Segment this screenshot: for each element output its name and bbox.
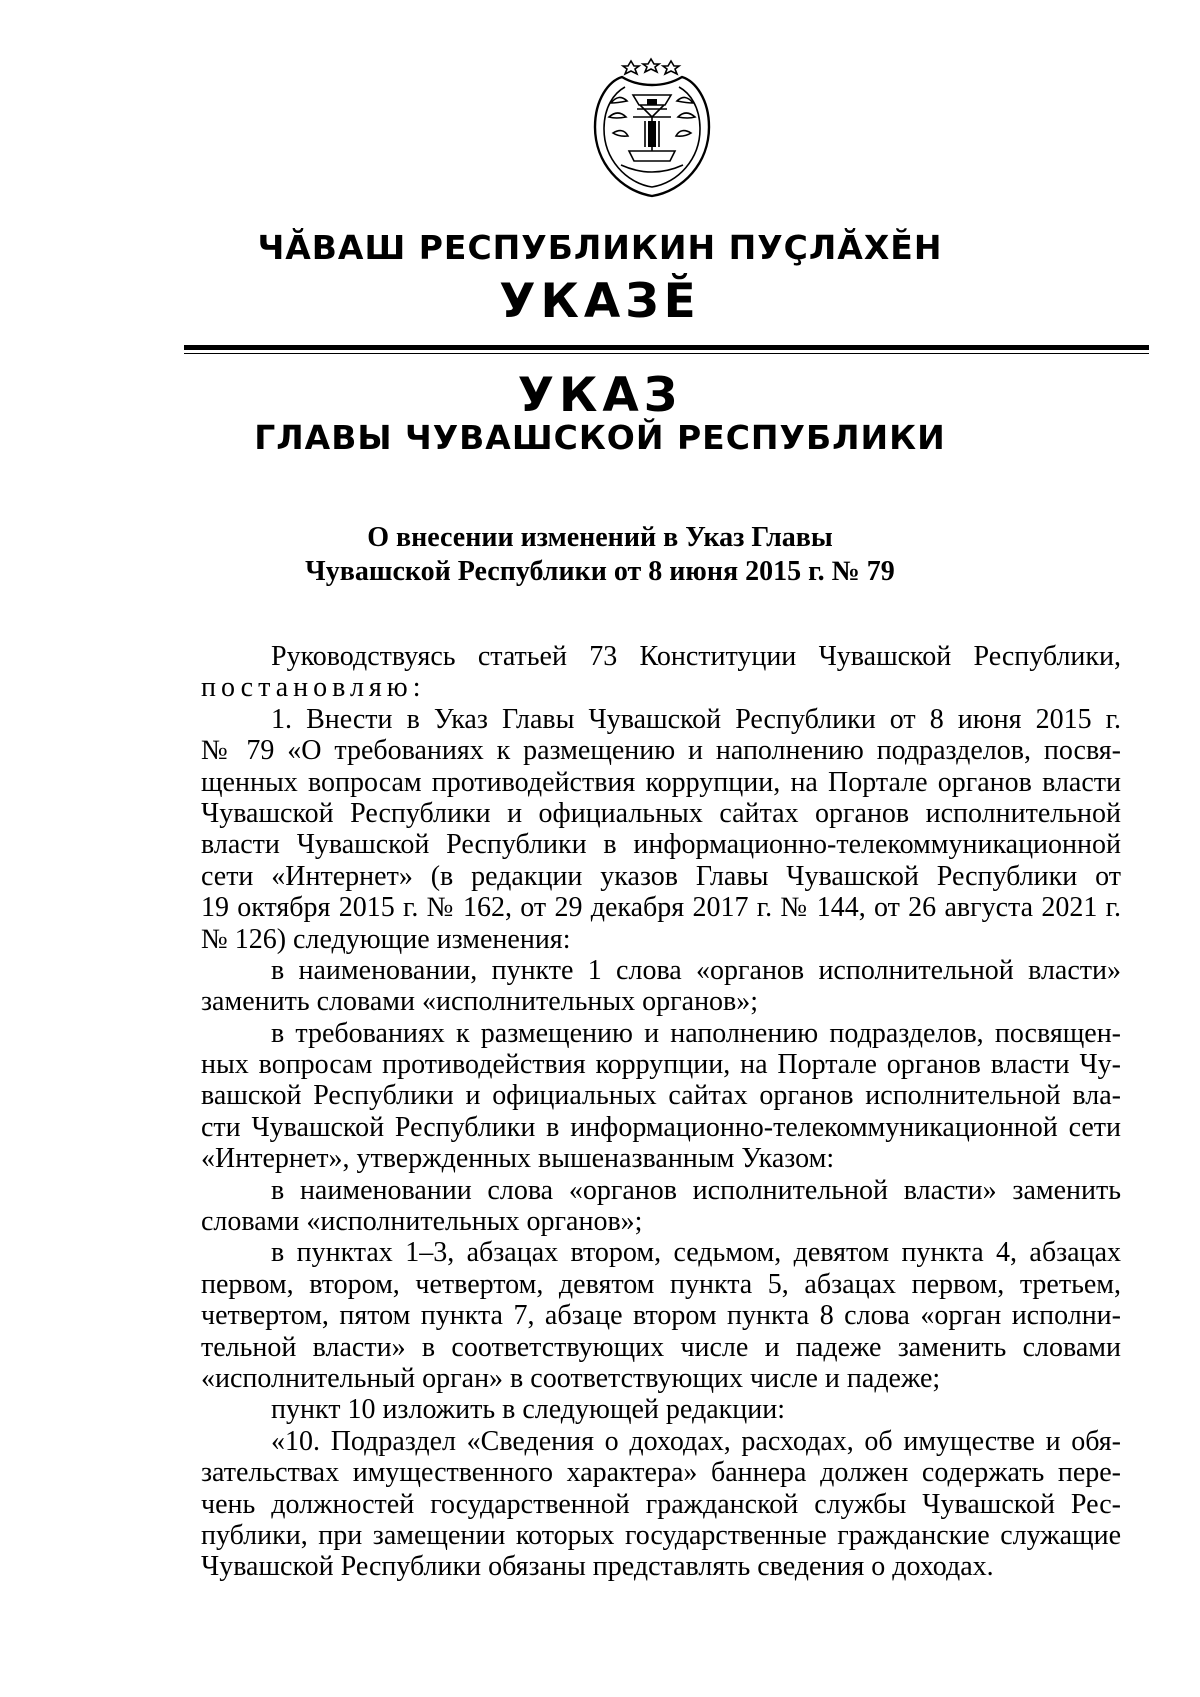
body-line: «исполнительный орган» в соответствующих числе и падеже; [201, 1362, 941, 1394]
body-line: сети «Интернет» (в редакции указов Главы Чувашской Республики от [201, 860, 1121, 892]
body-line: щенных вопросам противодействия коррупции, на Портале органов власти [201, 766, 1121, 798]
body-line: № 79 «О требованиях к размещению и наполнению подразделов, посвя- [201, 735, 1121, 767]
body-line: чень должностей государственной гражданской службы Чувашской Рес- [201, 1488, 1121, 1520]
body-line: ных вопросам противодействия коррупции, на Портале органов власти Чу- [201, 1049, 1121, 1081]
divider-thick [184, 345, 1149, 350]
body-line: зательствах имущественного характера» баннера должен содержать пере- [201, 1457, 1121, 1489]
body-line: Чувашской Республики обязаны представлять сведения о доходах. [201, 1551, 994, 1583]
body-line: словами «исполнительных органов»; [201, 1206, 643, 1238]
chuvash-decree-title: УКАЗĔ [499, 274, 701, 329]
russian-head-title: ГЛАВЫ ЧУВАШСКОЙ РЕСПУБЛИКИ [254, 418, 946, 457]
body-line: 1. Внести в Указ Главы Чувашской Республики от 8 июня 2015 г. [271, 703, 1121, 735]
body-line: в пунктах 1–3, абзацах втором, седьмом, девятом пункта 4, абзацах [271, 1237, 1121, 1269]
body-line: Руководствуясь статьей 73 Конституции Чувашской Республики, [271, 641, 1121, 672]
body-line: «10. Подраздел «Сведения о доходах, расходах, об имуществе и обя- [271, 1425, 1121, 1457]
body-line: пункт 10 изложить в следующей редакции: [271, 1394, 785, 1426]
body-line: заменить словами «исполнительных органов»; [201, 986, 759, 1018]
body-line: публики, при замещении которых государственные гражданские служащие [201, 1519, 1121, 1551]
body-line: сти Чувашской Республики в информационно-телекоммуникационной сети [201, 1111, 1121, 1143]
chuvash-head-title: ЧĂВАШ РЕСПУБЛИКИН ПУÇЛĂХĔН [257, 228, 943, 267]
decree-subject-line-1: О внесении изменений в Указ Главы [367, 522, 833, 553]
body-line: власти Чувашской Республики в информационно-телекоммуникационной [201, 829, 1121, 861]
body-line: № 126) следующие изменения: [201, 923, 571, 955]
body-line: в наименовании, пункте 1 слова «органов исполнительной власти» [271, 954, 1121, 986]
body-line: первом, втором, четвертом, девятом пункта 5, абзацах первом, третьем, [201, 1268, 1121, 1300]
divider-thin [184, 353, 1149, 354]
body-line: тельной власти» в соответствующих числе и падеже заменить словами [201, 1331, 1121, 1363]
body-line: четвертом, пятом пункта 7, абзаце втором пункта 8 слова «орган исполни- [201, 1300, 1121, 1332]
body-line: Чувашской Республики и официальных сайтах органов исполнительной [201, 797, 1121, 829]
body-line: постановляю: [201, 672, 426, 704]
russian-decree-title: УКАЗ [517, 368, 683, 423]
body-line: в требованиях к размещению и наполнению подразделов, посвящен- [271, 1017, 1121, 1049]
body-line: вашской Республики и официальных сайтах органов исполнительной вла- [201, 1080, 1121, 1112]
coat-of-arms-emblem [589, 55, 715, 203]
decree-body [201, 641, 1121, 1583]
body-line: «Интернет», утвержденных вышеназванным Указом: [201, 1143, 835, 1175]
body-line: 19 октября 2015 г. № 162, от 29 декабря 2017 г. № 144, от 26 августа 2021 г. [201, 892, 1121, 924]
decree-subject-line-2: Чувашской Республики от 8 июня 2015 г. № 79 [305, 556, 895, 587]
body-line: в наименовании слова «органов исполнительной власти» заменить [271, 1174, 1121, 1206]
